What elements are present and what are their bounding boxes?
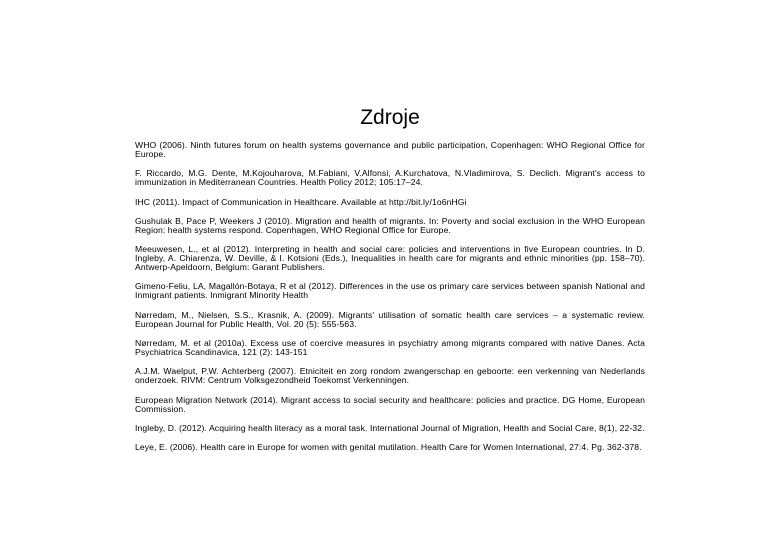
- reference-item: Nørredam, M., Nielsen, S.S., Krasnik, A. (2009). Migrants' utilisation of somatic health care services – a systematic review. European Journal for Public Health, Vol. 20 (5): 555-563.: [135, 309, 645, 329]
- reference-item: Leye, E. (2006). Health care in Europe for women with genital mutilation. Health Care for Women International, 27:4. Pg. 362-378.: [135, 442, 642, 453]
- reference-item: European Migration Network (2014). Migrant access to social security and healthcare: policies and practice. DG Home, European Commission.: [135, 394, 645, 414]
- reference-item: IHC (2011). Impact of Communication in Healthcare. Available at http://bit.ly/1o6nHGi: [135, 196, 467, 207]
- reference-list: [135, 141, 645, 463]
- reference-item: F. Riccardo, M.G. Dente, M.Kojouharova, M.Fabiani, V.Alfonsi, A.Kurchatova, N.Vladimirova, S. Declich. Migrant's access to immunization in Mediterranean Countries. Health Policy 2012; 105:17–24.: [135, 168, 645, 188]
- reference-item: A.J.M. Waelput, P.W. Achterberg (2007). Etniciteit en zorg rondom zwangerschap en geboorte: een verkenning van Nederlands onderzoek. RIVM: Centrum Volksgezondheid Toekomst Verkenningen.: [135, 366, 645, 386]
- reference-item: WHO (2006). Ninth futures forum on health systems governance and public participation, Copenhagen: WHO Regional Office for Europe.: [135, 140, 645, 159]
- slide-title: Zdroje: [360, 106, 420, 129]
- reference-item: Ingleby, D. (2012). Acquiring health literacy as a moral task. International Journal of Migration, Health and Social Care, 8(1), 22-32.: [135, 422, 645, 433]
- reference-item: Gimeno-Feliu, LA, Magallón-Botaya, R et al (2012). Differences in the use os primary care services between spanish National and Inmigrant patients. Inmigrant Minority Health: [135, 281, 645, 301]
- reference-item: Meeuwesen, L., et al (2012). Interpreting in health and social care: policies and interventions in five European countries. In D. Ingleby, A. Chiarenza, W. Deville, & I. Kotsioni (Eds.), Inequalities in health care for migrants and ethnic minorities (pp. 158–70). Antwerp-Apeldoorn, Belgium: Garant Publishers.: [135, 244, 645, 273]
- reference-item: Gushulak B, Pace P, Weekers J (2010). Migration and health of migrants. In: Poverty and social exclusion in the WHO European Region: health systems respond. Copenhagen, WHO Regional Office for Europe.: [135, 215, 645, 235]
- reference-item: Nørredam, M. et al (2010a). Excess use of coercive measures in psychiatry among migrants compared with native Danes. Acta Psychiatrica Scandinavica, 121 (2): 143-151: [135, 338, 645, 358]
